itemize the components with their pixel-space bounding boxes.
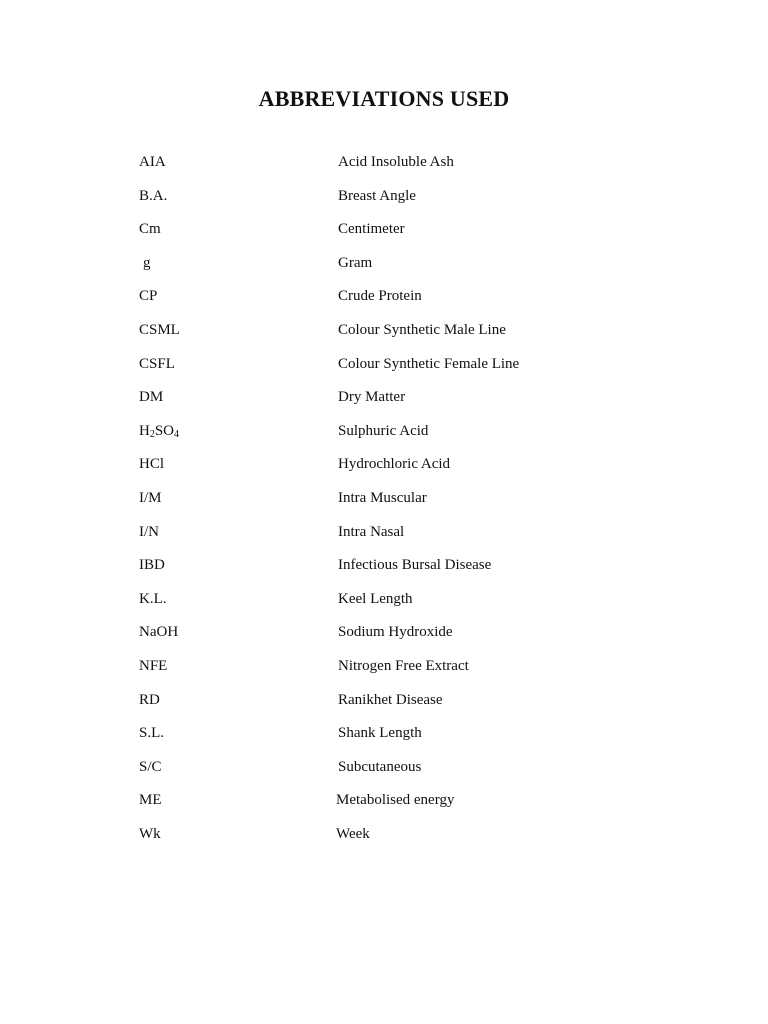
list-item: [0, 555, 768, 589]
abbreviation-meaning: Subcutaneous: [338, 758, 422, 775]
abbreviation: ME: [139, 792, 162, 809]
abbreviation: I/N: [139, 523, 159, 540]
abbreviation-meaning: Crude Protein: [338, 288, 422, 305]
list-item: [0, 286, 768, 320]
list-item: [0, 253, 768, 287]
abbreviation: CSFL: [139, 355, 175, 372]
abbreviation: Cm: [139, 221, 161, 238]
list-item: [0, 488, 768, 522]
abbreviation-meaning: Acid Insoluble Ash: [338, 154, 454, 170]
list-item: [0, 186, 768, 220]
abbreviation: K.L.: [139, 590, 167, 607]
abbreviation-meaning: Intra Muscular: [338, 489, 427, 506]
abbreviation: CSML: [139, 321, 180, 338]
list-item: [0, 219, 768, 253]
page-title: ABBREVIATIONS USED: [258, 86, 510, 111]
abbreviation: NaOH: [139, 624, 179, 641]
abbreviation: RD: [139, 691, 160, 708]
abbreviation: I/M: [139, 489, 162, 506]
abbreviation: IBD: [139, 557, 165, 574]
abbreviation-meaning: Colour Synthetic Female Line: [338, 355, 520, 372]
list-item: [0, 387, 768, 421]
formula-subscript: 4: [174, 428, 180, 440]
list-item: [0, 589, 768, 623]
abbreviation-meaning: Ranikhet Disease: [338, 691, 443, 708]
abbreviation: g: [143, 254, 151, 271]
abbreviation: S/C: [139, 758, 162, 775]
formula-part: SO: [154, 422, 175, 439]
list-item: [0, 152, 768, 186]
list-item: [0, 622, 768, 656]
abbreviation: Wk: [139, 825, 161, 842]
abbreviation-meaning: Sodium Hydroxide: [338, 624, 453, 641]
abbreviation: AIA: [139, 154, 166, 170]
abbreviation-meaning: Metabolised energy: [336, 792, 455, 809]
abbreviation-meaning: Infectious Bursal Disease: [338, 557, 492, 574]
list-item: [0, 723, 768, 757]
formula-part: H: [139, 422, 150, 439]
abbreviation-meaning: Keel Length: [338, 590, 413, 607]
list-item: [0, 522, 768, 556]
abbreviation: DM: [139, 389, 164, 406]
abbreviation-meaning: Colour Synthetic Male Line: [338, 321, 506, 338]
abbreviation-meaning: Hydrochloric Acid: [338, 456, 451, 473]
formula-subscript: 2: [149, 428, 155, 440]
abbreviation: HCl: [139, 456, 165, 473]
list-item: [0, 354, 768, 388]
list-item: [0, 454, 768, 488]
list-item: [0, 757, 768, 791]
abbreviation-formula: [139, 421, 179, 445]
abbreviation: S.L.: [139, 725, 165, 742]
list-item: [0, 790, 768, 824]
abbreviation-meaning: Sulphuric Acid: [338, 422, 429, 439]
list-item: [0, 824, 768, 858]
abbreviation-meaning: Week: [336, 825, 370, 842]
abbreviation-list: [0, 152, 768, 857]
list-item: [0, 421, 768, 455]
list-item: [0, 656, 768, 690]
list-item: [0, 690, 768, 724]
list-item: [0, 320, 768, 354]
abbreviation-meaning: Intra Nasal: [338, 523, 405, 540]
abbreviation-meaning: Breast Angle: [338, 187, 416, 204]
abbreviation-meaning: Dry Matter: [338, 389, 406, 406]
abbreviation-meaning: Shank Length: [338, 725, 422, 742]
abbreviation: B.A.: [139, 187, 168, 204]
abbreviation-meaning: Centimeter: [338, 221, 405, 238]
abbreviation-meaning: Nitrogen Free Extract: [338, 657, 469, 674]
abbreviation: NFE: [139, 657, 168, 674]
abbreviation: CP: [139, 288, 158, 305]
abbreviation-meaning: Gram: [338, 254, 373, 271]
